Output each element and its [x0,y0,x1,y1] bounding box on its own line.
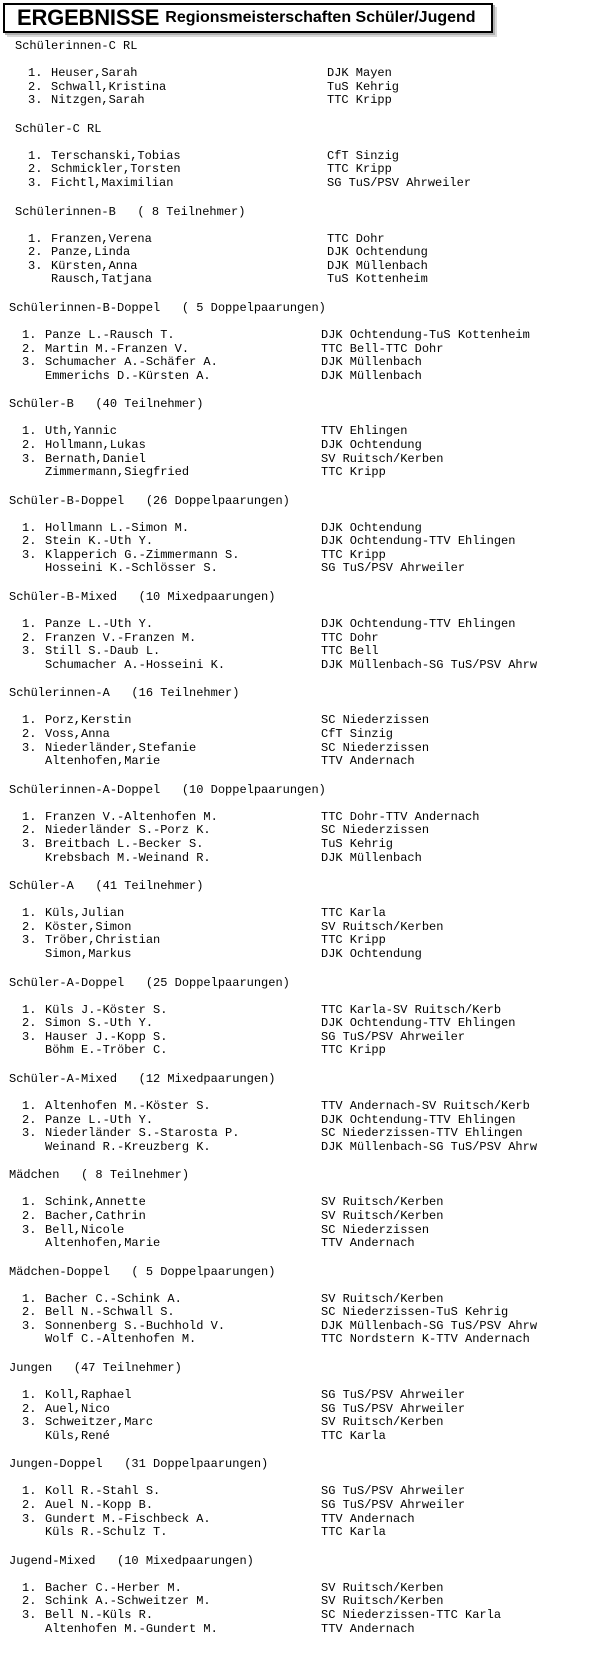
club-name: TTC Kripp [321,1043,386,1058]
page-title: ERGEBNISSE [17,5,160,30]
result-row [0,163,600,177]
section-title: Schüler-A-Doppel (25 Doppelpaarungen) [9,975,290,990]
result-row [0,1306,600,1320]
player-name: Voss,Anna [45,727,110,742]
club-name: SC Niederzissen [321,740,430,755]
club-name: SV Ruitsch/Kerben [321,451,444,466]
result-row [0,466,600,480]
player-name: Nitzgen,Sarah [51,93,145,108]
results-section [0,121,600,191]
player-name: Niederländer,Stefanie [45,740,197,755]
club-name: TTC Karla-SV Ruitsch/Kerb [321,1002,502,1017]
club-name: SG TuS/PSV Ahrweiler [321,561,466,576]
player-name: Panze L.-Uth Y. [45,1112,154,1127]
result-row [0,1389,600,1403]
player-name: Köster,Simon [45,919,132,934]
player-name: Bacher C.-Herber M. [45,1580,182,1595]
player-name: Klapperich G.-Zimmermann S. [45,547,240,562]
club-name: SV Ruitsch/Kerben [321,919,444,934]
club-name: DJK Müllenbach [327,258,428,273]
player-name: Altenhofen,Marie [45,1236,161,1251]
club-name: TTV Andernach [321,1236,415,1251]
player-name: Martin M.-Franzen V. [45,341,190,356]
placement-rank: 1. [22,906,37,921]
club-name: TTV Andernach [321,1511,415,1526]
result-row [0,728,600,742]
result-row [0,453,600,467]
result-row [0,1320,600,1334]
results-section [0,685,600,768]
result-row [0,562,600,576]
placement-rank: 2. [22,1208,37,1223]
player-name: Bell N.-Küls R. [45,1608,154,1622]
results-section [0,1456,600,1539]
player-name: Schumacher A.-Hosseini K. [45,657,226,672]
placement-rank: 3. [22,1126,37,1141]
placement-rank: 3. [28,175,43,190]
result-row [0,838,600,852]
result-row [0,1100,600,1114]
placement-rank: 2. [22,437,37,452]
club-name: SC Niederzissen [321,1222,430,1237]
placement-rank: 1. [22,327,37,342]
section-title: Schülerinnen-A (16 Teilnehmer) [9,686,240,701]
placement-rank: 3. [22,451,37,466]
player-name: Bacher,Cathrin [45,1208,146,1223]
player-name: Panze L.-Uth Y. [45,617,154,632]
result-row [0,1017,600,1031]
club-name: SG TuS/PSV Ahrweiler [327,175,472,190]
player-name: Rausch,Tatjana [51,272,152,287]
result-row [0,852,600,866]
club-name: TTV Andernach [321,754,415,769]
club-name: SC Niederzissen [321,823,430,838]
player-name: Franzen V.-Altenhofen M. [45,809,218,824]
section-title: Jungen (47 Teilnehmer) [9,1361,182,1376]
result-row [0,755,600,769]
player-name: Bernath,Daniel [45,451,146,466]
player-name: Küls J.-Köster S. [45,1002,168,1017]
placement-rank: 3. [22,644,37,659]
club-name: TTC Kripp [321,933,386,948]
club-name: SV Ruitsch/Kerben [321,1195,444,1210]
section-title: Schülerinnen-A-Doppel (10 Doppelpaarungen) [9,782,326,797]
result-row [0,273,600,287]
placement-rank: 2. [22,630,37,645]
player-name: Küls R.-Schulz T. [45,1525,168,1540]
club-name: SG TuS/PSV Ahrweiler [321,1498,466,1513]
result-row [0,81,600,95]
player-name: Schink,Annette [45,1195,146,1210]
result-row [0,632,600,646]
result-row [0,1499,600,1513]
page-title-box [3,3,493,33]
club-name: DJK Ochtendung-TTV Ehlingen [321,534,516,549]
player-name: Terschanski,Tobias [51,148,181,163]
player-name: Zimmermann,Siegfried [45,465,190,480]
placement-rank: 2. [22,1112,37,1127]
placement-rank: 1. [22,520,37,535]
placement-rank: 3. [22,1222,37,1237]
placement-rank: 2. [22,341,37,356]
player-name: Altenhofen M.-Gundert M. [45,1621,218,1636]
placement-rank: 1. [22,1002,37,1017]
result-row [0,742,600,756]
club-name: SC Niederzissen-TTC Karla [321,1608,502,1622]
club-name: DJK Mayen [327,66,392,80]
result-row [0,1127,600,1141]
section-title: Schülerinnen-B-Doppel ( 5 Doppelpaarungen) [9,300,326,315]
placement-rank: 2. [22,919,37,934]
club-name: TTV Andernach [321,1621,415,1636]
player-name: Franzen,Verena [51,231,152,246]
placement-rank: 2. [28,162,43,177]
player-name: Hollmann,Lukas [45,437,146,452]
placement-rank: 3. [22,837,37,851]
player-name: Böhm E.-Tröber C. [45,1043,168,1058]
section-title: Schüler-B (40 Teilnehmer) [9,397,204,412]
player-name: Panze L.-Rausch T. [45,327,175,342]
club-name: SG TuS/PSV Ahrweiler [321,1401,466,1416]
player-name: Schwall,Kristina [51,79,167,94]
result-row [0,1044,600,1058]
results-section [0,782,600,865]
placement-rank: 3. [22,1415,37,1430]
results-section [0,493,600,576]
result-row [0,150,600,164]
result-row [0,1237,600,1251]
player-name: Schweitzer,Marc [45,1415,154,1430]
club-name: CfT Sinzig [321,727,394,742]
player-name: Emmerichs D.-Kürsten A. [45,368,211,383]
results-section [0,1360,600,1443]
player-name: Uth,Yannic [45,424,118,439]
club-name: TTC Kripp [327,162,392,177]
result-row [0,1333,600,1347]
player-name: Bacher C.-Schink A. [45,1291,182,1306]
placement-rank: 2. [22,1016,37,1031]
page-subtitle: Regionsmeisterschaften Schüler/Jugend [165,9,476,26]
result-row [0,659,600,673]
player-name: Panze,Linda [51,245,131,260]
placement-rank: 1. [22,1195,37,1210]
player-name: Auel,Nico [45,1401,110,1416]
result-row [0,329,600,343]
club-name: TTC Bell-TTC Dohr [321,341,444,356]
player-name: Still S.-Daub L. [45,644,161,659]
result-row [0,1513,600,1527]
player-name: Altenhofen M.-Köster S. [45,1098,211,1113]
player-name: Stein K.-Uth Y. [45,534,154,549]
results-section [0,1553,600,1636]
club-name: SV Ruitsch/Kerben [321,1291,444,1306]
section-title: Schüler-A (41 Teilnehmer) [9,879,204,894]
section-title: Jugend-Mixed (10 Mixedpaarungen) [9,1553,254,1568]
club-name: DJK Müllenbach-SG TuS/PSV Ahrw [321,657,538,672]
result-row [0,260,600,274]
player-name: Küls,René [45,1428,110,1443]
result-row [0,356,600,370]
result-row [0,1416,600,1430]
placement-rank: 1. [28,66,43,80]
player-name: Niederländer S.-Porz K. [45,823,211,838]
result-row [0,934,600,948]
player-name: Simon S.-Uth Y. [45,1016,154,1031]
result-row [0,1141,600,1155]
player-name: Schumacher A.-Schäfer A. [45,355,218,370]
placement-rank: 1. [22,617,37,632]
player-name: Sonnenberg S.-Buchhold V. [45,1318,226,1333]
club-name: DJK Ochtendung-TTV Ehlingen [321,1112,516,1127]
club-name: TuS Kehrig [321,837,394,851]
result-row [0,645,600,659]
player-name: Krebsbach M.-Weinand R. [45,850,211,865]
player-name: Simon,Markus [45,946,132,961]
result-row [0,233,600,247]
placement-rank: 2. [22,534,37,549]
player-name: Bell N.-Schwall S. [45,1305,175,1320]
club-name: DJK Ochtendung-TTV Ehlingen [321,1016,516,1031]
result-row [0,618,600,632]
result-row [0,94,600,108]
player-name: Schmickler,Torsten [51,162,181,177]
placement-rank: 2. [22,1401,37,1416]
result-row [0,1196,600,1210]
player-name: Niederländer S.-Starosta P. [45,1126,240,1141]
club-name: DJK Müllenbach [321,355,422,370]
player-name: Gundert M.-Fischbeck A. [45,1511,211,1526]
club-name: SV Ruitsch/Kerben [321,1580,444,1595]
club-name: DJK Ochtendung [321,437,422,452]
results-section [0,589,600,672]
placement-rank: 1. [22,713,37,728]
result-row [0,1485,600,1499]
results-section [0,975,600,1058]
player-name: Koll,Raphael [45,1388,132,1403]
result-row [0,948,600,962]
results-list [0,38,600,1649]
placement-rank: 3. [28,258,43,273]
player-name: Koll R.-Stahl S. [45,1484,161,1499]
placement-rank: 3. [22,547,37,562]
placement-rank: 1. [22,424,37,439]
result-row [0,177,600,191]
results-section [0,1167,600,1250]
results-section [0,38,600,108]
placement-rank: 3. [22,355,37,370]
results-section [0,396,600,479]
club-name: DJK Müllenbach [321,850,422,865]
player-name: Auel N.-Kopp B. [45,1498,154,1513]
section-title: Schülerinnen-B ( 8 Teilnehmer) [15,204,246,219]
placement-rank: 2. [22,1498,37,1513]
result-row [0,549,600,563]
placement-rank: 2. [22,1305,37,1320]
club-name: TTC Kripp [321,465,386,480]
section-title: Mädchen ( 8 Teilnehmer) [9,1168,190,1183]
result-row [0,1526,600,1540]
player-name: Altenhofen,Marie [45,754,161,769]
result-row [0,1293,600,1307]
club-name: TTC Karla [321,906,386,921]
player-name: Hollmann L.-Simon M. [45,520,190,535]
result-row [0,824,600,838]
result-row [0,1403,600,1417]
placement-rank: 2. [22,1594,37,1609]
result-row [0,425,600,439]
club-name: DJK Ochtendung [327,245,428,260]
club-name: TTV Andernach-SV Ruitsch/Kerb [321,1098,530,1113]
placement-rank: 2. [22,727,37,742]
results-section [0,204,600,287]
placement-rank: 2. [28,245,43,260]
results-section [0,1264,600,1347]
club-name: SG TuS/PSV Ahrweiler [321,1029,466,1044]
player-name: Breitbach L.-Becker S. [45,837,204,851]
placement-rank: 3. [22,740,37,755]
section-title: Mädchen-Doppel ( 5 Doppelpaarungen) [9,1264,276,1279]
player-name: Kürsten,Anna [51,258,138,273]
club-name: SV Ruitsch/Kerben [321,1208,444,1223]
result-row [0,67,600,81]
result-row [0,1430,600,1444]
club-name: SV Ruitsch/Kerben [321,1594,444,1609]
player-name: Porz,Kerstin [45,713,132,728]
placement-rank: 1. [22,1580,37,1595]
club-name: TTC Dohr [321,630,379,645]
club-name: TTC Nordstern K-TTV Andernach [321,1332,530,1347]
club-name: SG TuS/PSV Ahrweiler [321,1388,466,1403]
club-name: DJK Müllenbach-SG TuS/PSV Ahrw [321,1139,538,1154]
club-name: SC Niederzissen-TuS Kehrig [321,1305,509,1320]
club-name: TuS Kehrig [327,79,400,94]
player-name: Hosseini K.-Schlösser S. [45,561,218,576]
club-name: DJK Müllenbach-SG TuS/PSV Ahrw [321,1318,538,1333]
section-title: Schülerinnen-C RL [15,39,138,53]
player-name: Hauser J.-Kopp S. [45,1029,168,1044]
club-name: DJK Ochtendung [321,946,422,961]
result-row [0,1210,600,1224]
placement-rank: 1. [22,1291,37,1306]
result-row [0,1582,600,1596]
results-section [0,300,600,383]
club-name: SC Niederzissen [321,713,430,728]
player-name: Wolf C.-Altenhofen M. [45,1332,197,1347]
player-name: Küls,Julian [45,906,125,921]
result-row [0,535,600,549]
player-name: Schink A.-Schweitzer M. [45,1594,211,1609]
club-name: TTC Karla [321,1525,386,1540]
player-name: Heuser,Sarah [51,66,138,80]
section-title: Schüler-B-Mixed (10 Mixedpaarungen) [9,590,276,605]
placement-rank: 3. [22,1511,37,1526]
club-name: TTC Dohr [327,231,385,246]
club-name: TTC Bell [321,644,379,659]
player-name: Fichtl,Maximilian [51,175,174,190]
club-name: DJK Ochtendung [321,520,422,535]
club-name: DJK Müllenbach [321,368,422,383]
result-row [0,1114,600,1128]
result-row [0,921,600,935]
section-title: Schüler-A-Mixed (12 Mixedpaarungen) [9,1071,276,1086]
section-title: Schüler-B-Doppel (26 Doppelpaarungen) [9,493,290,508]
placement-rank: 1. [28,231,43,246]
result-row [0,343,600,357]
results-section [0,1071,600,1154]
player-name: Franzen V.-Franzen M. [45,630,197,645]
result-row [0,370,600,384]
placement-rank: 1. [22,1098,37,1113]
result-row [0,811,600,825]
club-name: TTC Karla [321,1428,386,1443]
club-name: DJK Ochtendung-TTV Ehlingen [321,617,516,632]
placement-rank: 1. [22,809,37,824]
placement-rank: 3. [22,1029,37,1044]
placement-rank: 3. [22,1318,37,1333]
club-name: SG TuS/PSV Ahrweiler [321,1484,466,1499]
placement-rank: 3. [28,93,43,108]
player-name: Bell,Nicole [45,1222,125,1237]
club-name: CfT Sinzig [327,148,400,163]
player-name: Weinand R.-Kreuzberg K. [45,1139,211,1154]
result-row [0,714,600,728]
placement-rank: 3. [22,1608,37,1622]
placement-rank: 1. [28,148,43,163]
club-name: SC Niederzissen-TTV Ehlingen [321,1126,523,1141]
player-name: Tröber,Christian [45,933,161,948]
club-name: TTC Dohr-TTV Andernach [321,809,480,824]
result-row [0,1609,600,1623]
section-title: Schüler-C RL [15,121,102,136]
club-name: TTC Kripp [327,93,392,108]
result-row [0,246,600,260]
club-name: TuS Kottenheim [327,272,428,287]
result-row [0,439,600,453]
result-row [0,1031,600,1045]
placement-rank: 1. [22,1484,37,1499]
placement-rank: 1. [22,1388,37,1403]
result-row [0,1004,600,1018]
club-name: TTV Ehlingen [321,424,408,439]
section-title: Jungen-Doppel (31 Doppelpaarungen) [9,1457,269,1472]
result-row [0,1595,600,1609]
club-name: TTC Kripp [321,547,386,562]
club-name: SV Ruitsch/Kerben [321,1415,444,1430]
results-section [0,878,600,961]
result-row [0,907,600,921]
club-name: DJK Ochtendung-TuS Kottenheim [321,327,530,342]
placement-rank: 2. [28,79,43,94]
result-row [0,522,600,536]
result-row [0,1224,600,1238]
placement-rank: 3. [22,933,37,948]
placement-rank: 2. [22,823,37,838]
result-row [0,1623,600,1637]
